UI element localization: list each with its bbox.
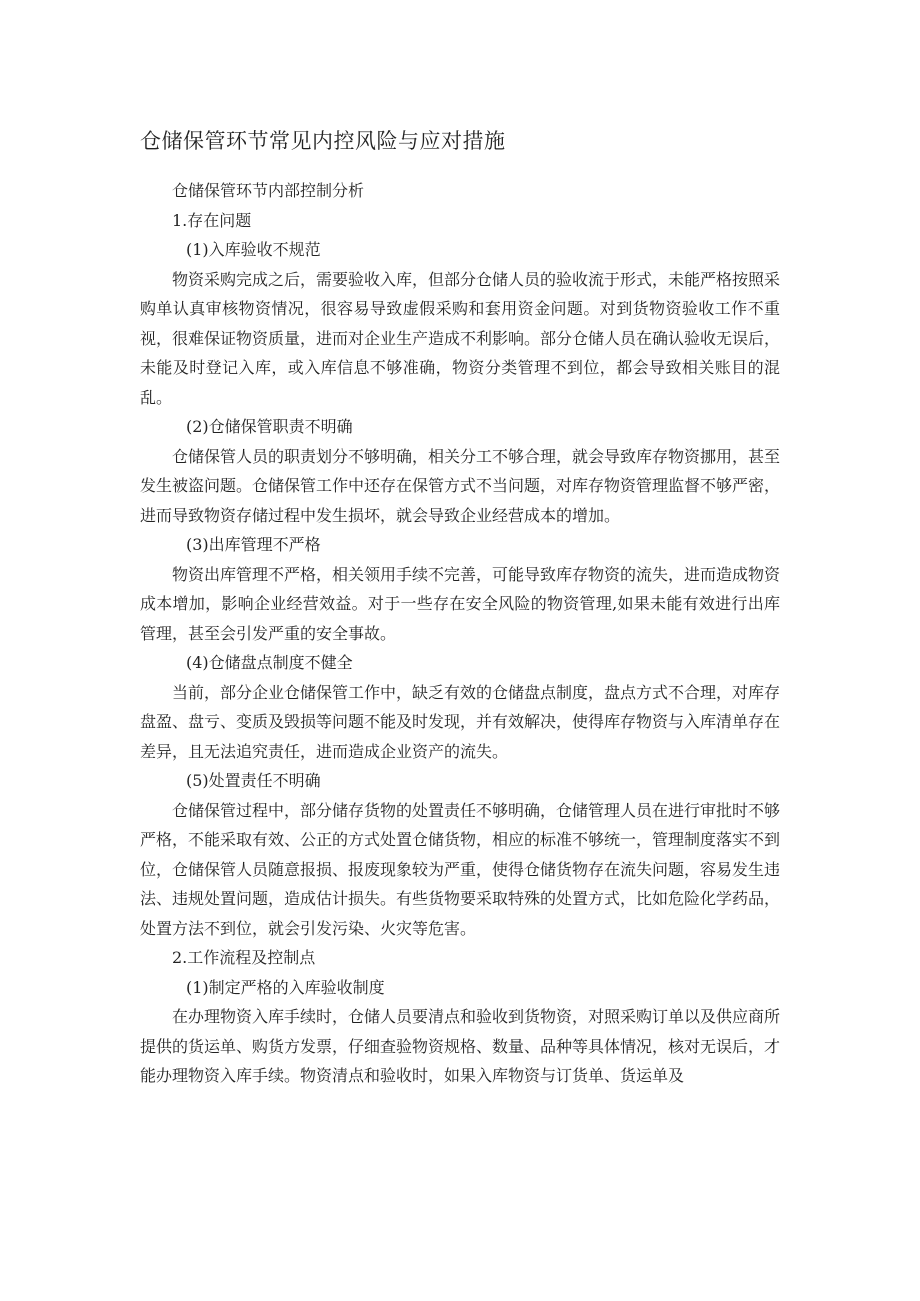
document-title: 仓储保管环节常见内控风险与应对措施	[140, 129, 506, 153]
subsection-heading: (5)处置责任不明确	[186, 771, 321, 790]
body-paragraph: 仓储保管过程中，部分储存货物的处置责任不够明确，仓储管理人员在进行审批时不够严格，不能采取有效、公正的方式处置仓储货物，相应的标准不够统一，管理制度落实不到位，仓储保管人员随意报损、报废现象较为严重，使得仓储货物存在流失问题，容易发生违法、违规处置问题，造成估计损失。有些货物要采取特殊的处置方式，比如危险化学药品，处置方法不到位，就会引发污染、火灾等危害。	[140, 800, 781, 938]
body-paragraph: 物资出库管理不严格，相关领用手续不完善，可能导致库存物资的流失，进而造成物资成本增加，影响企业经营效益。对于一些存在安全风险的物资管理,如果未能有效进行出库管理，甚至会引发严重的安全事故。	[140, 564, 781, 643]
document-body	[140, 176, 780, 1091]
body-paragraph: 仓储保管人员的职责划分不够明确，相关分工不够合理，就会导致库存物资挪用，甚至发生被盗问题。仓储保管工作中还存在保管方式不当问题，对库存物资管理监督不够严密，进而导致物资存储过程中发生损坏，就会导致企业经营成本的增加。	[140, 446, 781, 525]
subsection-heading: (1)制定严格的入库验收制度	[186, 977, 385, 997]
section-heading: 2.工作流程及控制点	[172, 948, 316, 967]
subsection-heading: (3)出库管理不严格	[186, 535, 321, 554]
section-heading: 1.存在问题	[172, 210, 252, 230]
subsection-heading: (4)仓储盘点制度不健全	[186, 653, 353, 672]
body-paragraph: 当前，部分企业仓储保管工作中，缺乏有效的仓储盘点制度，盘点方式不合理，对库存盘盈、盘亏、变质及毁损等问题不能及时发现，并有效解决，使得库存物资与入库清单存在差异，且无法追究责任，进而造成企业资产的流失。	[140, 682, 781, 761]
subsection-heading: (2)仓储保管职责不明确	[186, 417, 353, 436]
body-paragraph: 物资采购完成之后，需要验收入库，但部分仓储人员的验收流于形式，未能严格按照采购单认真审核物资情况，很容易导致虚假采购和套用资金问题。对到货物资验收工作不重视，很难保证物资质量，进而对企业生产造成不利影响。部分仓储人员在确认验收无误后，未能及时登记入库，或入库信息不够准确，物资分类管理不到位，都会导致相关账目的混乱。	[140, 269, 781, 407]
body-paragraph: 在办理物资入库手续时，仓储人员要清点和验收到货物资，对照采购订单以及供应商所提供的货运单、购货方发票，仔细查验物资规格、数量、品种等具体情况，核对无误后，才能办理物资入库手续。物资清点和验收时，如果入库物资与订货单、货运单及	[140, 1007, 781, 1085]
subsection-heading: (1)入库验收不规范	[186, 240, 321, 259]
section-heading: 仓储保管环节内部控制分析	[172, 181, 365, 200]
